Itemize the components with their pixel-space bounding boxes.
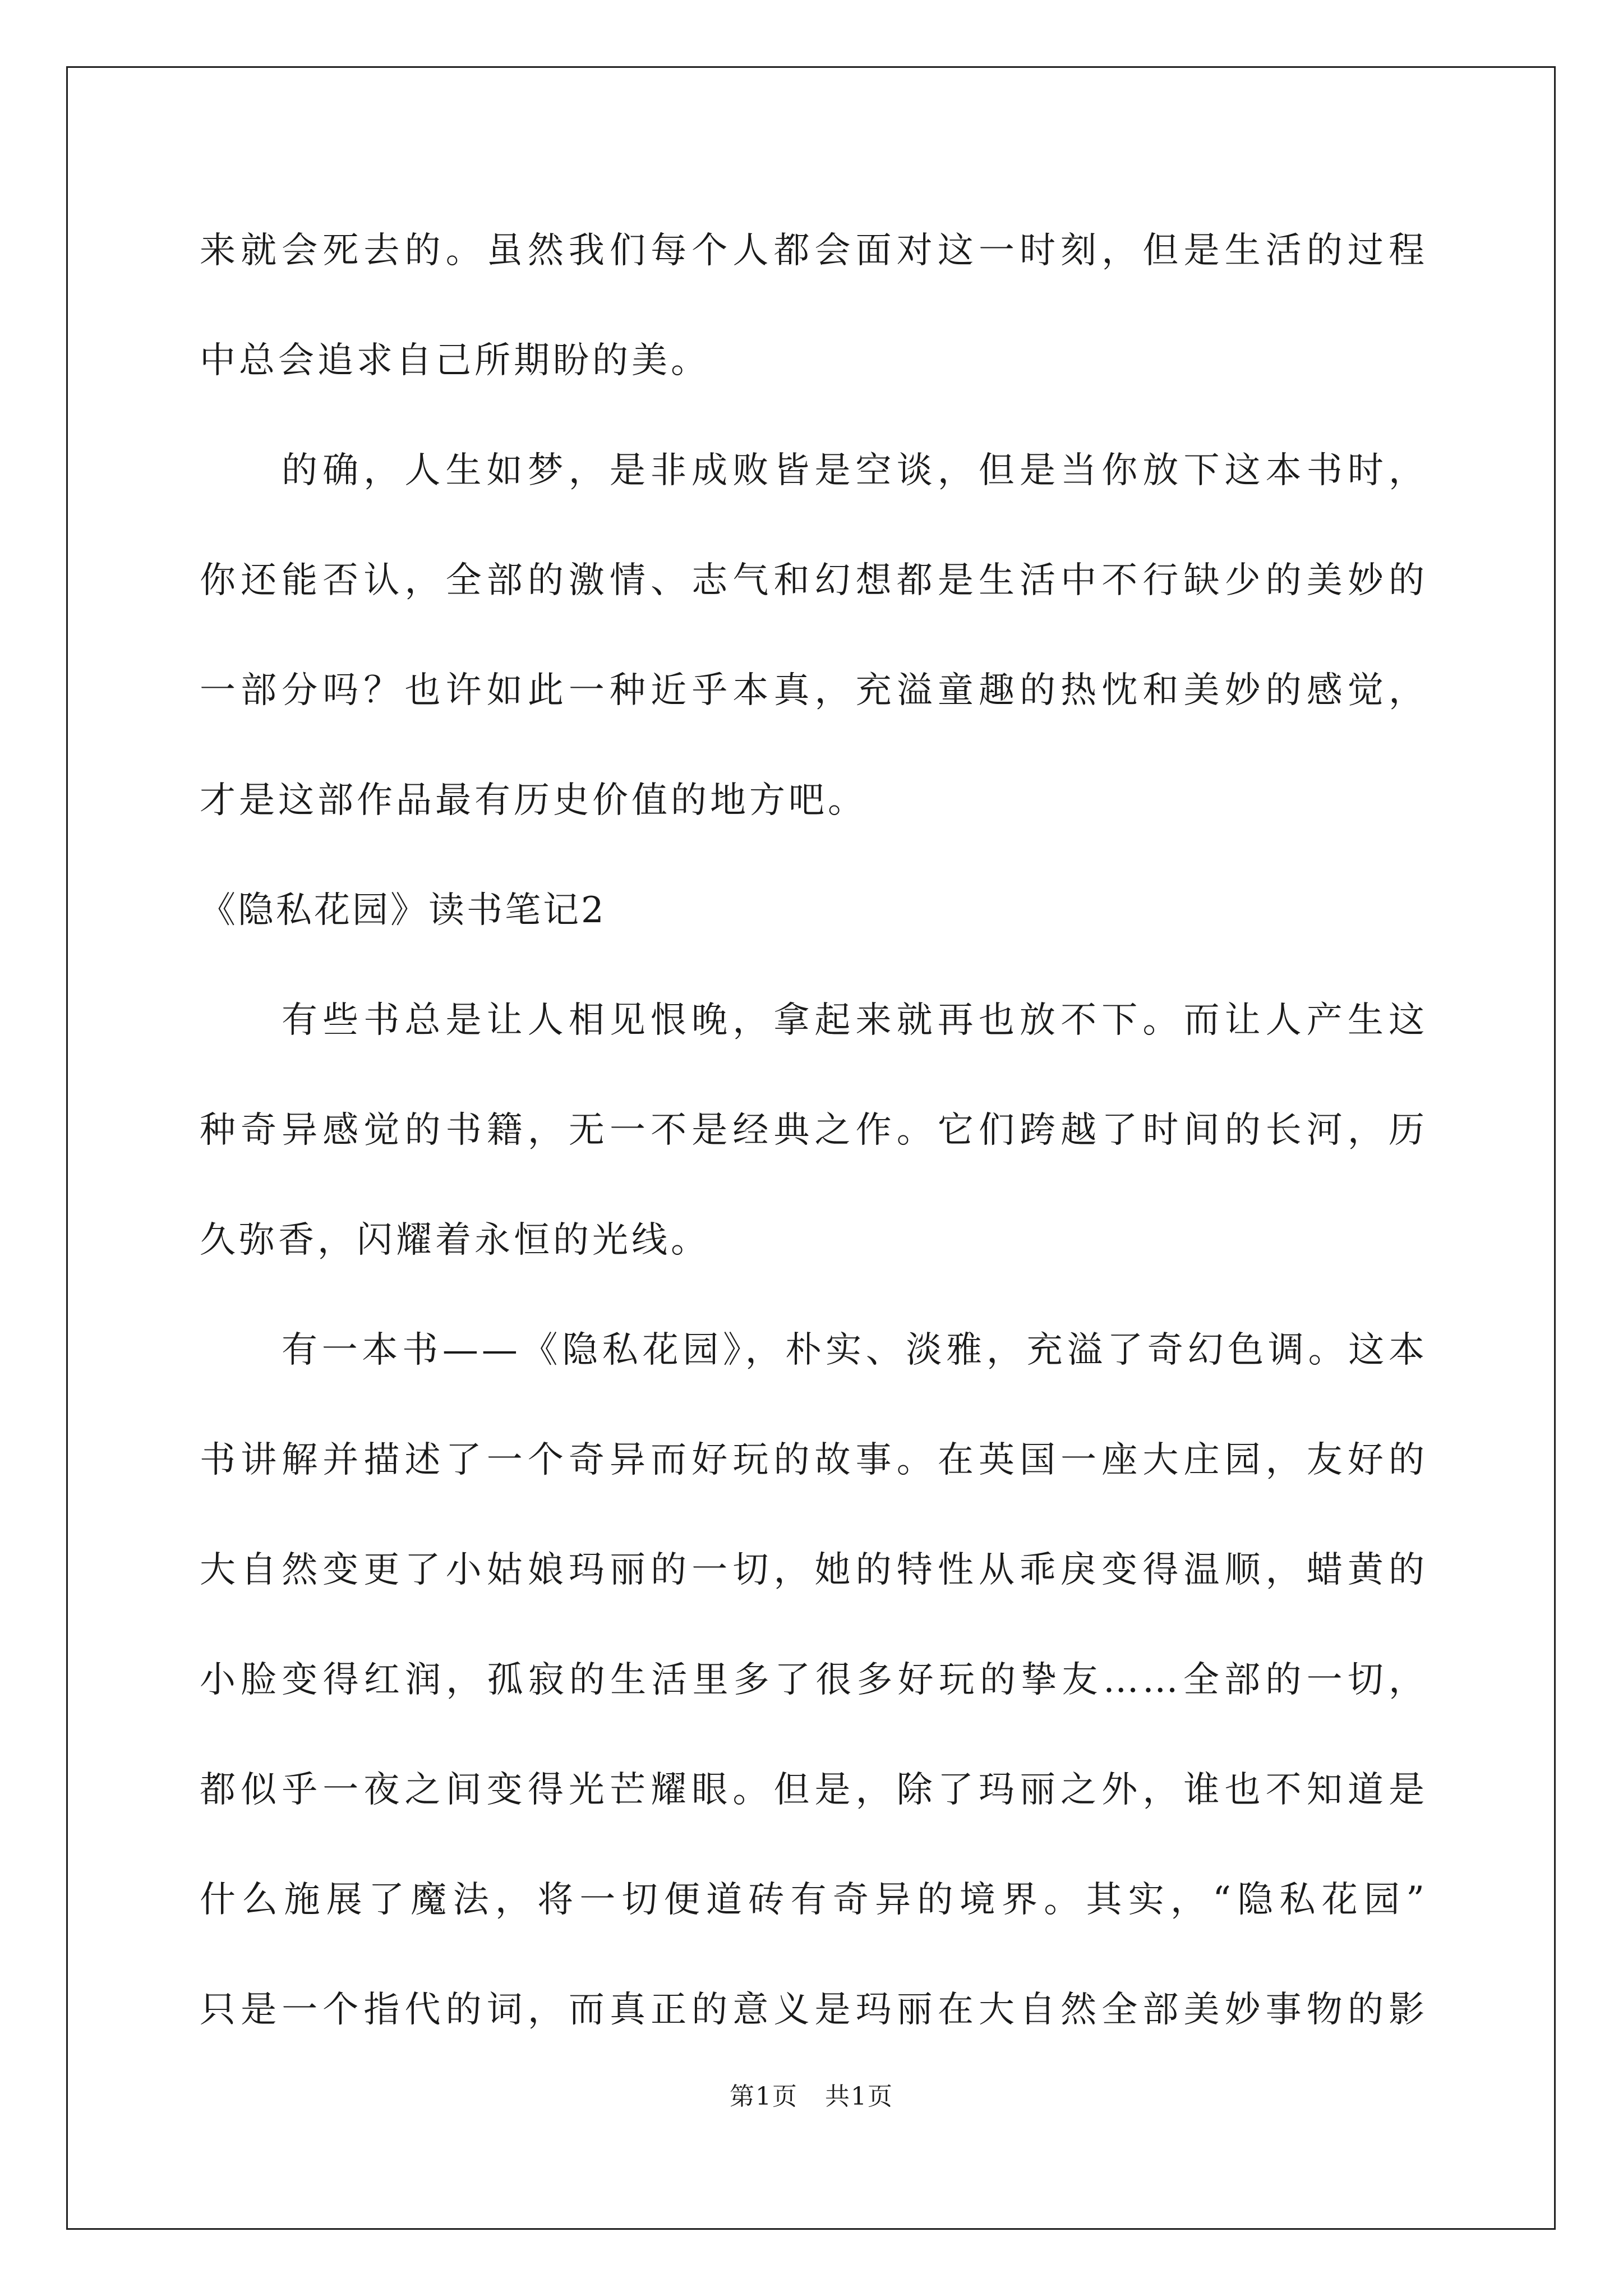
text-line: 都似乎一夜之间变得光芒耀眼。但是，除了玛丽之外，谁也不知道是: [200, 1769, 1428, 1811]
text-line: 才是这部作品最有历史价值的地方吧。: [200, 780, 867, 821]
text-line: 一部分吗？也许如此一种近乎本真，充溢童趣的热忱和美妙的感觉，: [200, 670, 1428, 711]
text-line: 久弥香，闪耀着永恒的光线。: [200, 1220, 710, 1261]
paragraph-start-line: 有一本书——《隐私花园》，朴实、淡雅，充溢了奇幻色调。这本: [282, 1329, 1428, 1371]
text-line: 来就会死去的。虽然我们每个人都会面对这一时刻，但是生活的过程: [200, 230, 1428, 272]
text-line: 什么施展了魔法，将一切便道砖有奇异的境界。其实，“隐私花园”: [200, 1879, 1428, 1921]
text-line: 小脸变得红润，孤寂的生活里多了很多好玩的挚友……全部的一切，: [200, 1659, 1428, 1701]
text-line: 中总会追求自己所期盼的美。: [200, 340, 710, 381]
paragraph-start-line: 的确，人生如梦，是非成败皆是空谈，但是当你放下这本书时，: [282, 450, 1428, 491]
page-number-footer: 第1页 共1页: [730, 2082, 893, 2111]
text-line: 只是一个指代的词，而真正的意义是玛丽在大自然全部美妙事物的影: [200, 1989, 1428, 2031]
paragraph-start-line: 有些书总是让人相见恨晚，拿起来就再也放不下。而让人产生这: [282, 1000, 1428, 1041]
text-line: 你还能否认，全部的激情、志气和幻想都是生活中不行缺少的美妙的: [200, 560, 1428, 601]
text-line: 大自然变更了小姑娘玛丽的一切，她的特性从乖戾变得温顺，蜡黄的: [200, 1549, 1428, 1591]
text-line: 书讲解并描述了一个奇异而好玩的故事。在英国一座大庄园，友好的: [200, 1439, 1428, 1481]
section-heading: 《隐私花园》读书笔记2: [200, 890, 606, 931]
text-line: 种奇异感觉的书籍，无一不是经典之作。它们跨越了时间的长河，历: [200, 1110, 1428, 1151]
document-body: [200, 214, 1428, 2083]
